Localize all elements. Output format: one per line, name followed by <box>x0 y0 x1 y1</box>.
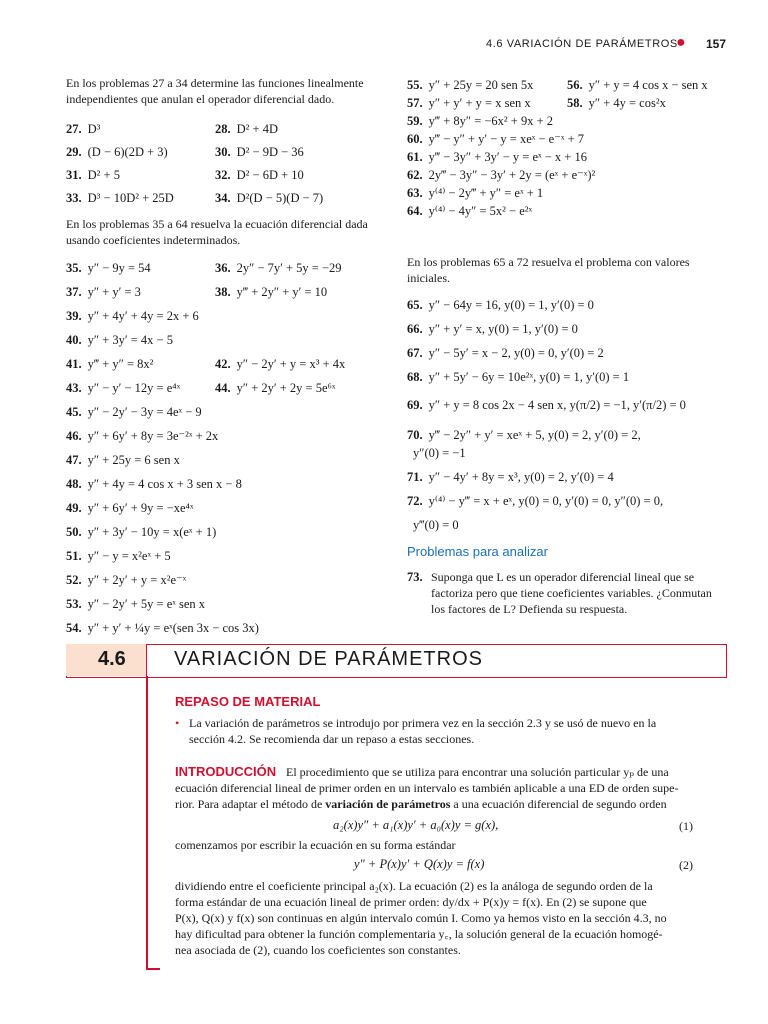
problem-number: 51. <box>66 549 82 563</box>
problem-item <box>215 260 342 276</box>
problem-number: 33. <box>66 191 82 205</box>
problem-equation: y″ + y = 8 cos 2x − 4 sen x, y(π/2) = −1, y′(π/2) = 0 <box>428 398 686 412</box>
problem-equation: y″ + y = 4 cos x − sen x <box>588 78 708 92</box>
problem-equation: y″ + y′ = x, y(0) = 1, y′(0) = 0 <box>428 322 578 336</box>
problem-equation: y‴ + 8y″ = −6x² + 9x + 2 <box>428 114 554 128</box>
problem-number: 38. <box>215 285 231 299</box>
problem-equation: y″ + 3y′ = 4x − 5 <box>87 333 173 347</box>
problem-equation: y″ − 2y′ + 5y = eˣ sen x <box>87 597 206 611</box>
section-title: VARIACIÓN DE PARÁMETROS <box>174 648 483 670</box>
problem-number: 36. <box>215 261 231 275</box>
problem-equation: y″ − 4y′ + 8y = x³, y(0) = 2, y′(0) = 4 <box>428 470 614 484</box>
problem-equation: y″ − 2y′ + y = x³ + 4x <box>236 357 346 371</box>
problem-number: 43. <box>66 381 82 395</box>
running-header-section: 4.6 VARIACIÓN DE PARÁMETROS <box>486 38 678 50</box>
problem-equation: D² − 9D − 36 <box>236 145 304 159</box>
problem-item <box>66 596 205 612</box>
problem-equation: y″ − y′ − 12y = e⁴ˣ <box>87 381 181 395</box>
problem-number: 49. <box>66 501 82 515</box>
problem-equation: D² + 5 <box>87 168 120 182</box>
problem-item <box>66 524 216 540</box>
problem-equation: y″ + y′ = 3 <box>87 285 141 299</box>
problem-equation: y″ + y′ + ¼y = eˣ(sen 3x − cos 3x) <box>87 621 259 635</box>
problem-equation: y″ + 5y′ − 6y = 10e²ˣ, y(0) = 1, y′(0) = 1 <box>428 370 630 384</box>
problem-number: 28. <box>215 122 231 136</box>
problem-item <box>215 356 345 372</box>
problem-item <box>66 572 186 588</box>
problem-equation: y⁽⁴⁾ − 2y‴ + y″ = eˣ + 1 <box>428 186 544 200</box>
problem-equation: y″ + 6y′ + 8y = 3e⁻²ˣ + 2x <box>87 429 219 443</box>
intro-line-3: rior. Para adaptar el método de variación de parámetros a una ecuación diferencial de segundo orden <box>175 797 667 811</box>
problem-equation: y″ + 2y′ + 2y = 5e⁶ˣ <box>236 381 336 395</box>
problem-equation: y‴ − 2y″ + y′ = xeˣ + 5, y(0) = 2, y′(0) = 2, <box>428 428 641 442</box>
problem-item <box>215 284 327 300</box>
problem-number: 35. <box>66 261 82 275</box>
problem-equation: y″ + 4y = 4 cos x + 3 sen x − 8 <box>87 477 242 491</box>
intro-line-2: ecuación diferencial lineal de primer orden en un intervalo es también aplicable a una ED de orden supe- <box>175 781 679 795</box>
problem-item <box>66 548 171 564</box>
problem-73-text: Suponga que L es un operador diferencial lineal que se factoriza pero que tiene coeficientes variables. ¿Conmutan los factores de L? Defienda su respuesta. <box>431 570 712 616</box>
problem-number: 31. <box>66 168 82 182</box>
problem-number: 64. <box>407 204 423 218</box>
problem-number: 32. <box>215 168 231 182</box>
bullet-icon: • <box>175 716 180 730</box>
equation-1-number: (1) <box>679 819 693 833</box>
problem-item <box>66 428 218 444</box>
problem-item <box>66 284 141 300</box>
problem-item <box>407 297 594 313</box>
problem-equation: D²(D − 5)(D − 7) <box>236 191 324 205</box>
problem-number: 71. <box>407 470 423 484</box>
problem-item <box>215 121 278 137</box>
problem-item <box>407 493 663 509</box>
problem-number: 29. <box>66 145 82 159</box>
problem-number: 67. <box>407 346 423 360</box>
problem-number: 37. <box>66 285 82 299</box>
problem-item <box>66 620 259 636</box>
problem-equation: y‴ − y″ + y′ − y = xeˣ − e⁻ˣ + 7 <box>428 132 584 146</box>
problem-equation: y‴(0) = 0 <box>413 518 459 532</box>
problem-item <box>407 321 578 337</box>
problem-equation: y″ − 64y = 16, y(0) = 1, y′(0) = 0 <box>428 298 594 312</box>
problem-equation: D³ <box>87 122 101 136</box>
intro-line-4: comenzamos por escribir la ecuación en su forma estándar <box>175 838 456 852</box>
problem-equation: y″ + y′ + y = x sen x <box>428 96 531 110</box>
problem-item <box>407 427 641 443</box>
problem-item <box>407 469 614 485</box>
problem-equation: D³ − 10D² + 25D <box>87 191 174 205</box>
problem-equation: y‴ − 3y″ + 3y′ − y = eˣ − x + 16 <box>428 150 587 164</box>
problem-item <box>66 404 202 420</box>
problem-equation: y″ + 2y′ + y = x²e⁻ˣ <box>87 573 187 587</box>
problem-item <box>66 452 180 468</box>
problem-number: 53. <box>66 597 82 611</box>
problem-equation: 2y‴ − 3y″ − 3y′ + 2y = (eˣ + e⁻ˣ)² <box>428 168 596 182</box>
problem-item <box>407 77 533 93</box>
problem-number: 54. <box>66 621 82 635</box>
problem-equation: (D − 6)(2D + 3) <box>87 145 168 159</box>
problem-item <box>215 190 323 206</box>
problem-number: 47. <box>66 453 82 467</box>
intro-27-paragraph: En los problemas 27 a 34 determine las funciones linealmente independientes que anulan el operador diferencial dado. <box>66 76 364 106</box>
problem-item <box>407 149 587 165</box>
problem-number: 59. <box>407 114 423 128</box>
problem-item <box>66 190 174 206</box>
intro-35-paragraph: En los problemas 35 a 64 resuelva la ecuación diferencial dada usando coeficientes indeterminados. <box>66 217 368 247</box>
problem-item <box>66 167 120 183</box>
problem-number: 55. <box>407 78 423 92</box>
problem-item <box>567 95 666 111</box>
problem-number: 27. <box>66 122 82 136</box>
problem-item <box>407 345 604 361</box>
problem-number: 58. <box>567 96 583 110</box>
problem-number: 52. <box>66 573 82 587</box>
problem-item <box>215 144 304 160</box>
problem-number: 50. <box>66 525 82 539</box>
problem-equation: D² + 4D <box>236 122 278 136</box>
problem-item <box>407 113 553 129</box>
problem-item <box>407 445 466 461</box>
problem-number: 46. <box>66 429 82 443</box>
problem-equation: y″ − 9y = 54 <box>87 261 151 275</box>
problem-item <box>66 144 168 160</box>
problem-equation: y″ + 4y = cos²x <box>588 96 666 110</box>
problem-item <box>66 500 194 516</box>
problem-number: 65. <box>407 298 423 312</box>
problem-number: 60. <box>407 132 423 146</box>
problem-73-number: 73. <box>407 570 423 584</box>
problem-number: 42. <box>215 357 231 371</box>
intro-65-paragraph: En los problemas 65 a 72 resuelva el problema con valores iniciales. <box>407 255 690 285</box>
equation-2: y″ + P(x)y′ + Q(x)y = f(x) <box>354 857 485 871</box>
problem-item <box>66 356 153 372</box>
problem-item <box>407 203 532 219</box>
problem-equation: y″ − 5y′ = x − 2, y(0) = 0, y′(0) = 2 <box>428 346 604 360</box>
problem-number: 39. <box>66 309 82 323</box>
problem-number: 63. <box>407 186 423 200</box>
problem-item <box>66 476 242 492</box>
problemas-analizar-heading: Problemas para analizar <box>407 544 548 559</box>
repaso-heading: REPASO DE MATERIAL <box>175 694 321 709</box>
equation-2-number: (2) <box>679 858 693 872</box>
introduccion-label: INTRODUCCIÓN <box>175 764 277 779</box>
problem-item <box>66 380 180 396</box>
problem-equation: y″ + 25y = 6 sen x <box>87 453 180 467</box>
problem-number: 48. <box>66 477 82 491</box>
problem-item <box>407 517 459 533</box>
problem-equation: y″ + 3y′ − 10y = x(eˣ + 1) <box>87 525 217 539</box>
intro-paragraph: dividiendo entre el coeficiente principal a₂(x). La ecuación (2) es la análoga de segundo orden de la forma estándar de una ecuación lineal de primer orden: dy/dx + P(x)y = f(x). En (2) se supone que P(x), Q(x) y f(x) son continuas en algún intervalo común I. Como ya hemos visto en la sección 4.3, no hay dificultad para obtener la función complementaria y꜀, la solución general de la ecuación homogé- nea asociada de (2), cuando los coeficientes son constantes. <box>175 879 667 957</box>
problem-item <box>66 260 151 276</box>
problem-item <box>407 131 584 147</box>
section-rule-horizontal <box>146 968 160 970</box>
repaso-text: La variación de parámetros se introdujo por primera vez en la sección 2.3 y se usó de nuevo en la sección 4.2. Se recomienda dar un repaso a estas secciones. <box>189 716 657 746</box>
equation-1: a₂(x)y″ + a₁(x)y′ + a₀(x)y = g(x), <box>333 818 499 832</box>
problem-number: 70. <box>407 428 423 442</box>
problem-equation: y⁽⁴⁾ − 4y″ = 5x² − e²ˣ <box>428 204 533 218</box>
problem-equation: y″ + 25y = 20 sen 5x <box>428 78 534 92</box>
problem-item <box>215 167 304 183</box>
problem-equation: y″ − 2y′ − 3y = 4eˣ − 9 <box>87 405 202 419</box>
problem-number: 61. <box>407 150 423 164</box>
problem-number: 57. <box>407 96 423 110</box>
problem-equation: D² − 6D + 10 <box>236 168 304 182</box>
problem-equation: y″ + 6y′ + 9y = −xe⁴ˣ <box>87 501 194 515</box>
problem-number: 44. <box>215 381 231 395</box>
problem-item <box>66 332 173 348</box>
problem-item <box>215 380 335 396</box>
page-number: 157 <box>706 37 727 51</box>
problem-item <box>567 77 708 93</box>
problem-number: 69. <box>407 398 423 412</box>
problem-item <box>407 167 595 183</box>
problem-equation: y‴ + y″ = 8x² <box>87 357 154 371</box>
problem-item <box>407 95 531 111</box>
problem-equation: y″(0) = −1 <box>413 446 466 460</box>
problem-item <box>407 185 543 201</box>
problem-number: 62. <box>407 168 423 182</box>
problem-equation: y″ + 4y′ + 4y = 2x + 6 <box>87 309 199 323</box>
problem-item <box>407 369 629 385</box>
problem-number: 72. <box>407 494 423 508</box>
problem-number: 34. <box>215 191 231 205</box>
problem-number: 41. <box>66 357 82 371</box>
problem-number: 56. <box>567 78 583 92</box>
problem-item <box>66 308 199 324</box>
problem-number: 45. <box>66 405 82 419</box>
section-number: 4.6 <box>98 648 126 670</box>
problem-equation: 2y″ − 7y′ + 5y = −29 <box>236 261 342 275</box>
problem-item <box>66 121 100 137</box>
problem-number: 66. <box>407 322 423 336</box>
problem-number: 68. <box>407 370 423 384</box>
intro-line-1: El procedimiento que se utiliza para encontrar una solución particular yₚ de una <box>286 765 669 779</box>
problem-equation: y‴ + 2y″ + y′ = 10 <box>236 285 328 299</box>
problem-equation: y″ − y = x²eˣ + 5 <box>87 549 171 563</box>
problem-number: 40. <box>66 333 82 347</box>
section-rule-vertical <box>146 676 148 968</box>
problem-number: 30. <box>215 145 231 159</box>
problem-item <box>407 397 686 413</box>
header-bullet-icon: ● <box>676 34 686 51</box>
problem-equation: y⁽⁴⁾ − y‴ = x + eˣ, y(0) = 0, y′(0) = 0, y″(0) = 0, <box>428 494 664 508</box>
